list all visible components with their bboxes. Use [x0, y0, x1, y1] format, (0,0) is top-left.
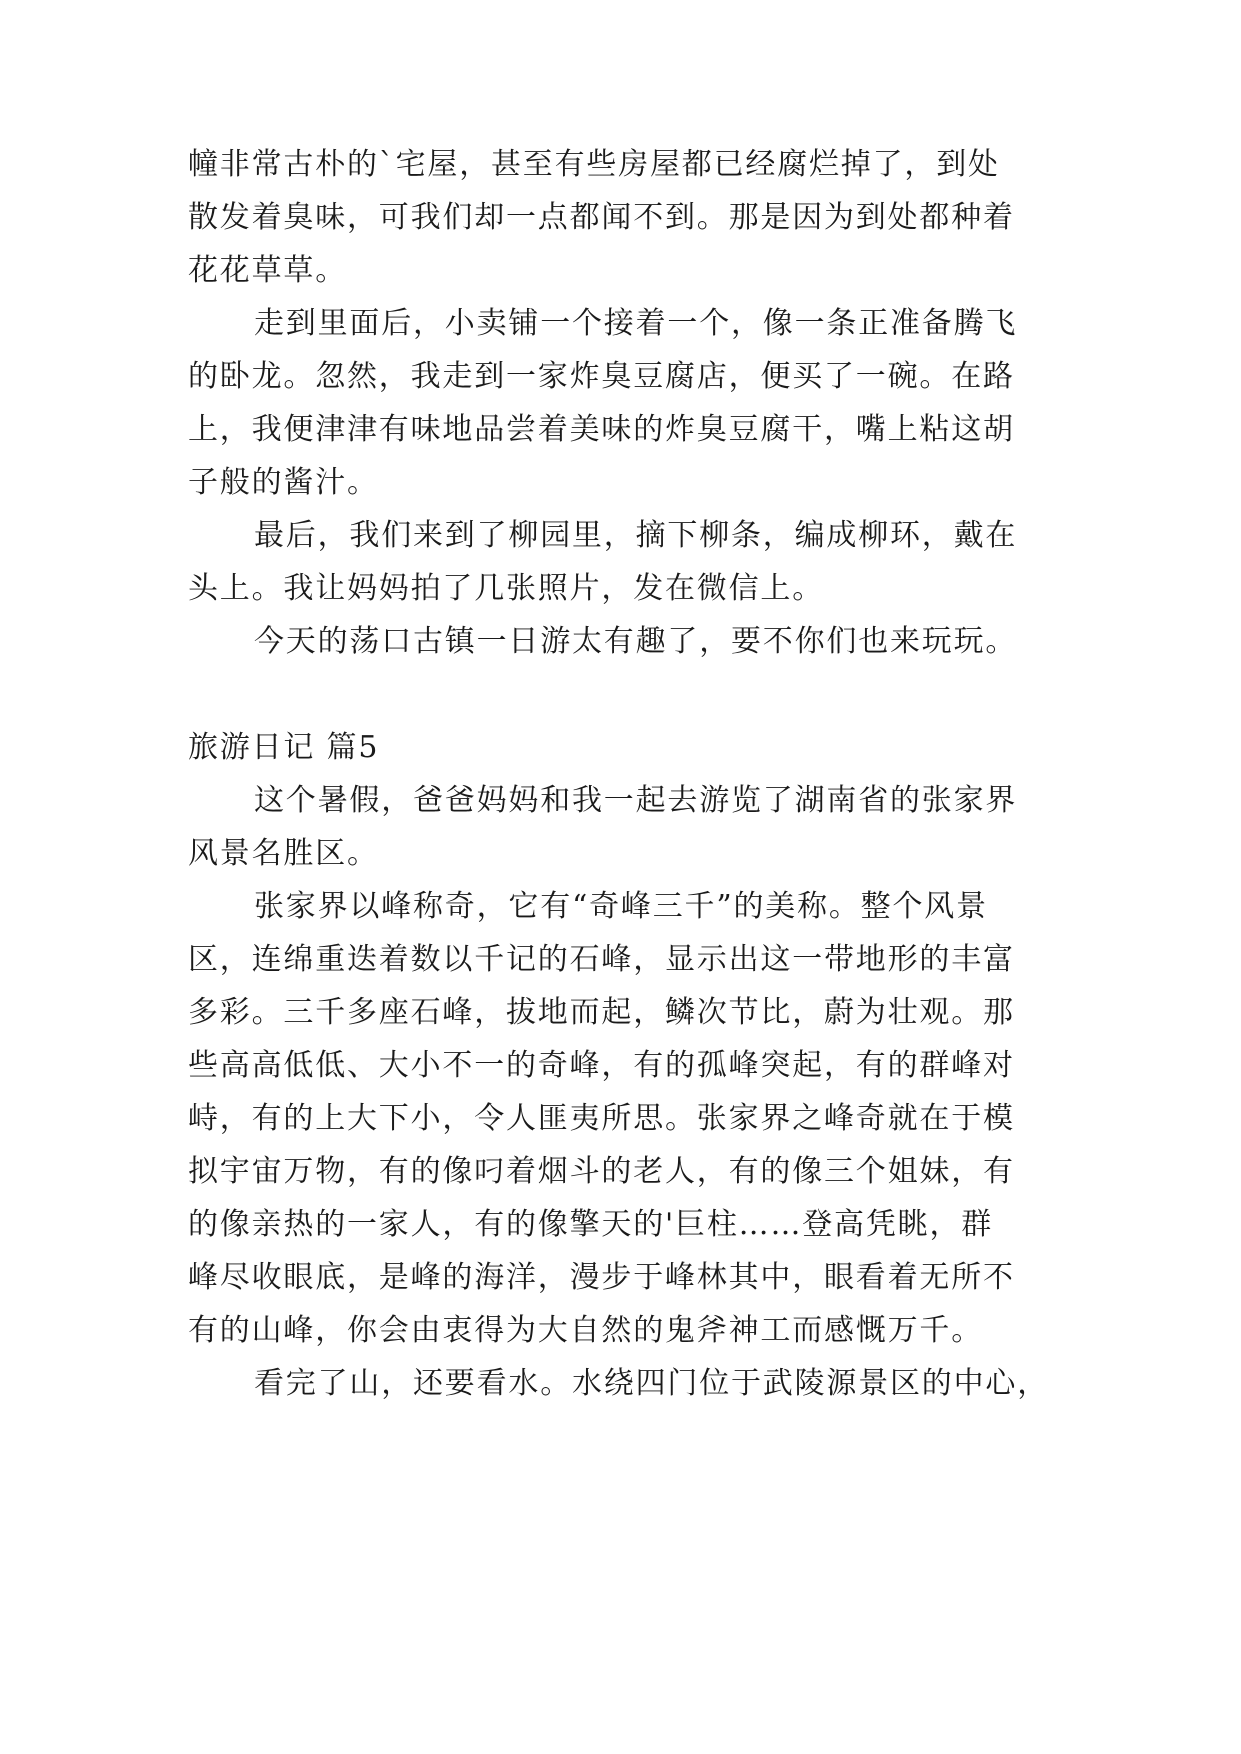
paragraph-line: 头上。我让妈妈拍了几张照片，发在微信上。 — [188, 571, 824, 606]
paragraph-line: 散发着臭味，可我们却一点都闻不到。那是因为到处都种着 — [188, 200, 1015, 235]
paragraph-line: 幢非常古朴的`宅屋，甚至有些房屋都已经腐烂掉了，到处 — [188, 147, 1000, 182]
paragraph-line: 些高高低低、大小不一的奇峰，有的孤峰突起，有的群峰对 — [188, 1048, 1015, 1083]
paragraph-line: 的卧龙。忽然，我走到一家炸臭豆腐店，便买了一碗。在路 — [188, 359, 1015, 394]
paragraph-line: 的像亲热的一家人，有的像擎天的'巨柱……登高凭眺，群 — [188, 1207, 994, 1242]
paragraph-line: 这个暑假，爸爸妈妈和我一起去游览了湖南省的张家界 — [254, 783, 1018, 818]
paragraph-line: 最后，我们来到了柳园里，摘下柳条，编成柳环，戴在 — [254, 518, 1018, 553]
paragraph-line: 走到里面后，小卖铺一个接着一个，像一条正准备腾飞 — [254, 306, 1018, 341]
paragraph-line: 多彩。三千多座石峰，拔地而起，鳞次节比，蔚为壮观。那 — [188, 995, 1015, 1030]
paragraph-line: 峙，有的上大下小，令人匪夷所思。张家界之峰奇就在于模 — [188, 1101, 1015, 1136]
paragraph-line: 张家界以峰称奇，它有“奇峰三千”的美称。整个风景 — [254, 889, 988, 924]
paragraph-line: 风景名胜区。 — [188, 836, 379, 871]
paragraph-line: 看完了山，还要看水。水绕四门位于武陵源景区的中心， — [254, 1366, 1049, 1401]
paragraph-line: 拟宇宙万物，有的像叼着烟斗的老人，有的像三个姐妹，有 — [188, 1154, 1015, 1189]
paragraph-line: 子般的酱汁。 — [188, 465, 379, 500]
paragraph-line: 上，我便津津有味地品尝着美味的炸臭豆腐干，嘴上粘这胡 — [188, 412, 1015, 447]
section-title: 旅游日记 篇5 — [188, 730, 380, 765]
paragraph-line: 峰尽收眼底，是峰的海洋，漫步于峰林其中，眼看着无所不 — [188, 1260, 1015, 1295]
paragraph-line: 区，连绵重迭着数以千记的石峰，显示出这一带地形的丰富 — [188, 942, 1015, 977]
paragraph-line: 花花草草。 — [188, 253, 347, 288]
paragraph-line: 有的山峰，你会由衷得为大自然的鬼斧神工而感慨万千。 — [188, 1313, 983, 1348]
paragraph-line: 今天的荡口古镇一日游太有趣了，要不你们也来玩玩。 — [254, 624, 1018, 659]
